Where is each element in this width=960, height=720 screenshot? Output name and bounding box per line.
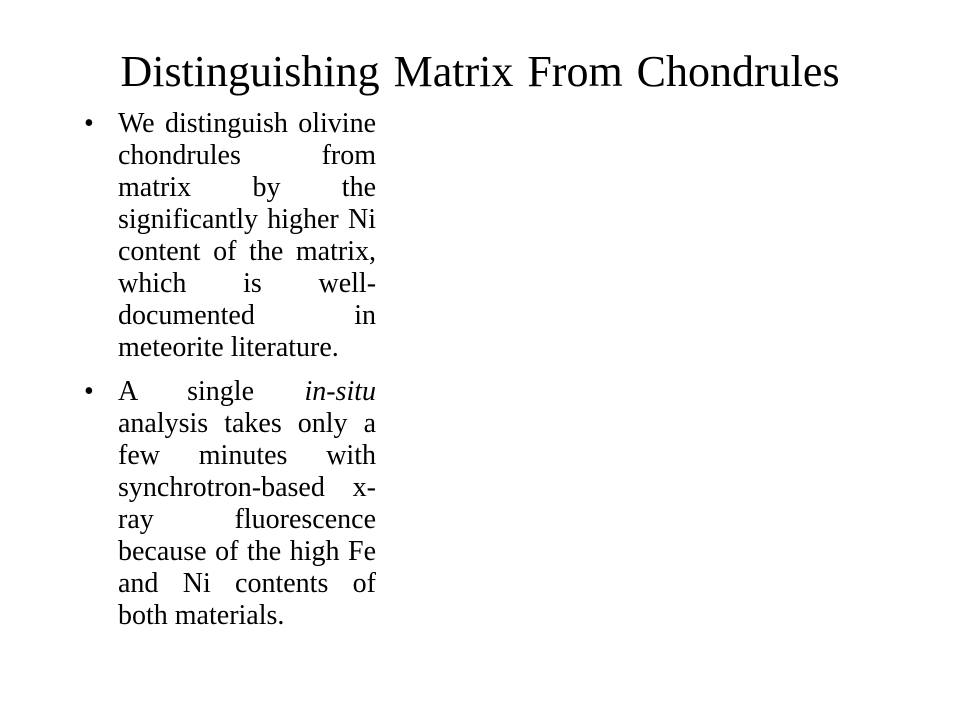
bullet-line: Ni content of the <box>118 204 376 267</box>
bullet-list <box>84 108 376 644</box>
italic-term: in-situ <box>304 376 376 407</box>
bullet-line: x-ray fluorescence <box>118 472 376 535</box>
bullet-line: Fe and Ni contents <box>118 536 377 599</box>
bullet-line: because of the high <box>118 536 340 567</box>
bullet-line: analysis takes only <box>118 408 348 439</box>
bullet-line-start: A single <box>118 376 305 407</box>
bullet-line: olivine chondrules <box>118 108 376 171</box>
bullet-item <box>84 376 376 632</box>
bullet-icon: • <box>84 108 94 139</box>
bullet-text <box>118 108 376 364</box>
bullet-line: well-documented in <box>118 268 377 331</box>
bullet-icon: • <box>84 376 94 407</box>
bullet-line: matrix, which is <box>118 236 376 299</box>
slide-title: Distinguishing Matrix From Chondrules <box>120 47 840 96</box>
bullet-line: of both materials. <box>118 568 376 631</box>
bullet-line: We distinguish <box>118 108 288 139</box>
bullet-line: significantly higher <box>118 204 339 235</box>
bullet-line: from matrix by the <box>118 140 376 203</box>
bullet-text <box>118 376 376 632</box>
bullet-item <box>84 108 376 364</box>
bullet-line: a few minutes with <box>118 408 376 471</box>
bullet-line: meteorite literature. <box>118 332 339 363</box>
bullet-line: synchrotron-based <box>118 472 325 503</box>
bullet-line <box>118 376 376 407</box>
